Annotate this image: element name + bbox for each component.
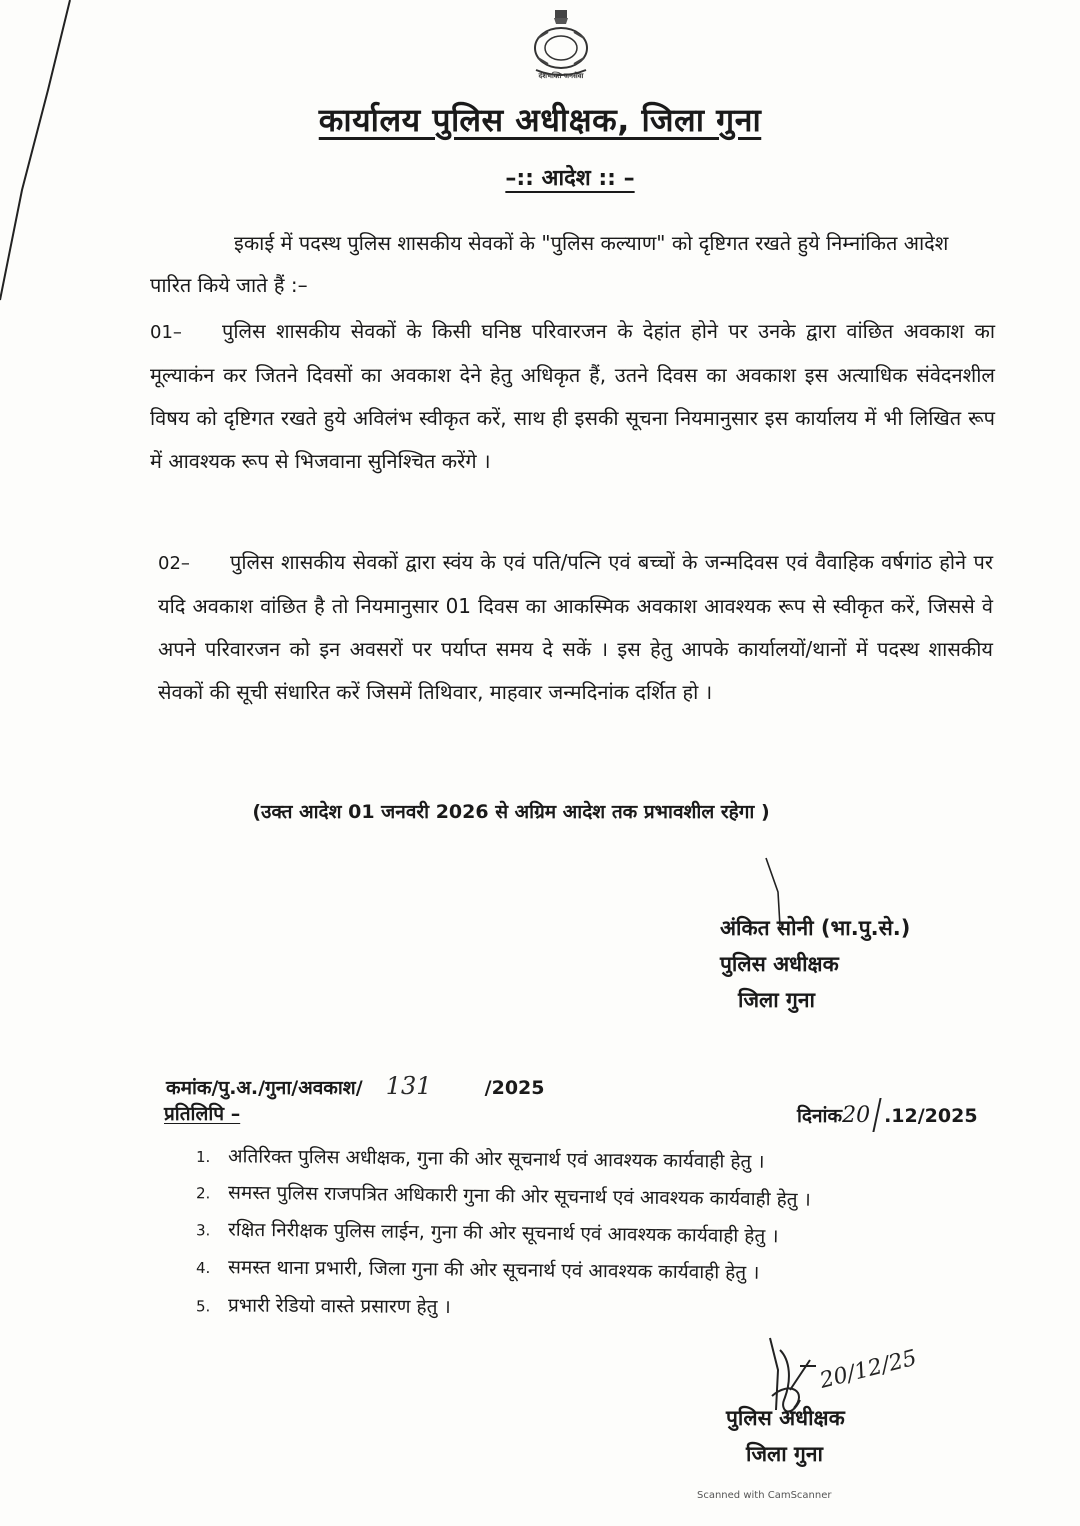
- handwritten-date: 20/12/25: [817, 1345, 920, 1394]
- distribution-list: [196, 1146, 976, 1331]
- list-item-text: समस्त थाना प्रभारी, जिला गुना की ओर सूचनार्थ एवं आवश्यक कार्यवाही हेतु ।: [227, 1256, 760, 1284]
- copy-to-label: प्रतिलिपि –: [164, 1103, 241, 1125]
- order-date: [797, 1098, 978, 1132]
- bottom-district: जिला गुना: [746, 1442, 823, 1466]
- intro-paragraph: [150, 222, 970, 306]
- reference-line: [166, 1072, 544, 1100]
- signatory-designation: पुलिस अधीक्षक: [720, 952, 839, 976]
- reference-number: 131: [385, 1072, 432, 1100]
- list-item-number: 1.: [195, 1147, 211, 1167]
- list-item-number: 4.: [195, 1258, 211, 1278]
- clause-text: पुलिस शासकीय सेवकों के किसी घनिष्ठ परिवारजन के देहांत होने पर उनके द्वारा वांछित अवकाश का मूल्याकंन कर जितने दिवसों का अवकाश देने हेतु अधिकृत हैं, उतने दिवस का अवकाश इस अत्याधिक संवेदनशील विषय को दृष्टिगत रखते हुये अविलंभ स्वीकृत करें, साथ ही इसकी सूचना नियमानुसार इस कार्यालय में भी लिखित रूप में आवश्यक रूप से भिजवाना सुनिश्चित करेंगे ।: [150, 319, 995, 473]
- list-item-number: 3.: [195, 1221, 211, 1240]
- reference-year: /2025: [484, 1077, 545, 1099]
- bottom-signature-block: [726, 1400, 845, 1472]
- effective-date-note: (उक्त आदेश 01 जनवरी 2026 से अग्रिम आदेश तक प्रभावशील रहेगा ): [252, 801, 770, 823]
- list-item-text: प्रभारी रेडियो वास्ते प्रसारण हेतु ।: [227, 1294, 451, 1319]
- date-rest: .12/2025: [884, 1105, 978, 1127]
- scanner-watermark: Scanned with CamScanner: [697, 1490, 832, 1501]
- clause-number: 02–: [158, 553, 190, 574]
- scan-edge-line: [0, 0, 80, 320]
- date-label: दिनांक: [797, 1105, 843, 1127]
- emblem-motto: देशभक्ति जनसेवा: [538, 72, 584, 80]
- date-slash-mark: [872, 1098, 881, 1132]
- signatory-name: अंकित सोनी (भा.पु.से.): [720, 916, 911, 940]
- order-clause-2: [158, 541, 993, 714]
- clause-number: 01–: [150, 322, 182, 343]
- intro-text: इकाई में पदस्थ पुलिस शासकीय सेवकों के "पुलिस कल्याण" को दृष्टिगत रखते हुये निम्नांकित आदेश पारित किये जाते हैं :–: [150, 231, 949, 297]
- list-item-number: 2.: [195, 1184, 211, 1203]
- list-item: [196, 1291, 976, 1333]
- list-item-text: रक्षित निरीक्षक पुलिस लाईन, गुना की ओर सूचनार्थ एवं आवश्यक कार्यवाही हेतु ।: [227, 1218, 779, 1248]
- list-item-text: समस्त पुलिस राजपत्रित अधिकारी गुना की ओर सूचनार्थ एवं आवश्यक कार्यवाही हेतु ।: [227, 1181, 811, 1211]
- list-item-number: 5.: [195, 1297, 211, 1316]
- list-item-text: अतिरिक्त पुलिस अधीक्षक, गुना की ओर सूचनार्थ एवं आवश्यक कार्यवाही हेतु ।: [227, 1145, 765, 1173]
- signatory-district: जिला गुना: [738, 988, 815, 1012]
- order-clause-1: [150, 310, 995, 483]
- reference-prefix: कमांक/पु.अ./गुना/अवकाश/: [166, 1077, 363, 1099]
- order-heading: –:: आदेश :: –: [505, 166, 635, 191]
- date-day: 20: [842, 1103, 871, 1128]
- office-title: कार्यालय पुलिस अधीक्षक, जिला गुना: [318, 101, 762, 139]
- signature-block: [720, 910, 910, 1018]
- police-emblem: [526, 8, 596, 88]
- clause-text: पुलिस शासकीय सेवकों द्वारा स्वंय के एवं पति/पत्नि एवं बच्चों के जन्मदिवस एवं वैवाहिक वर्षगांठ होने पर यदि अवकाश वांछित है तो नियमानुसार 01 दिवस का आकस्मिक अवकाश आवश्यक रूप से स्वीकृत करें, जिससे वे अपने परिवारजन को इन अवसरों पर पर्याप्त समय दे सकें । इस हेतु आपके कार्यालयों/थानों में पदस्थ शासकीय सेवकों की सूची संधारित करें जिसमें तिथिवार, माहवार जन्मदिनांक दर्शित हो ।: [158, 550, 993, 704]
- bottom-designation: पुलिस अधीक्षक: [726, 1406, 845, 1430]
